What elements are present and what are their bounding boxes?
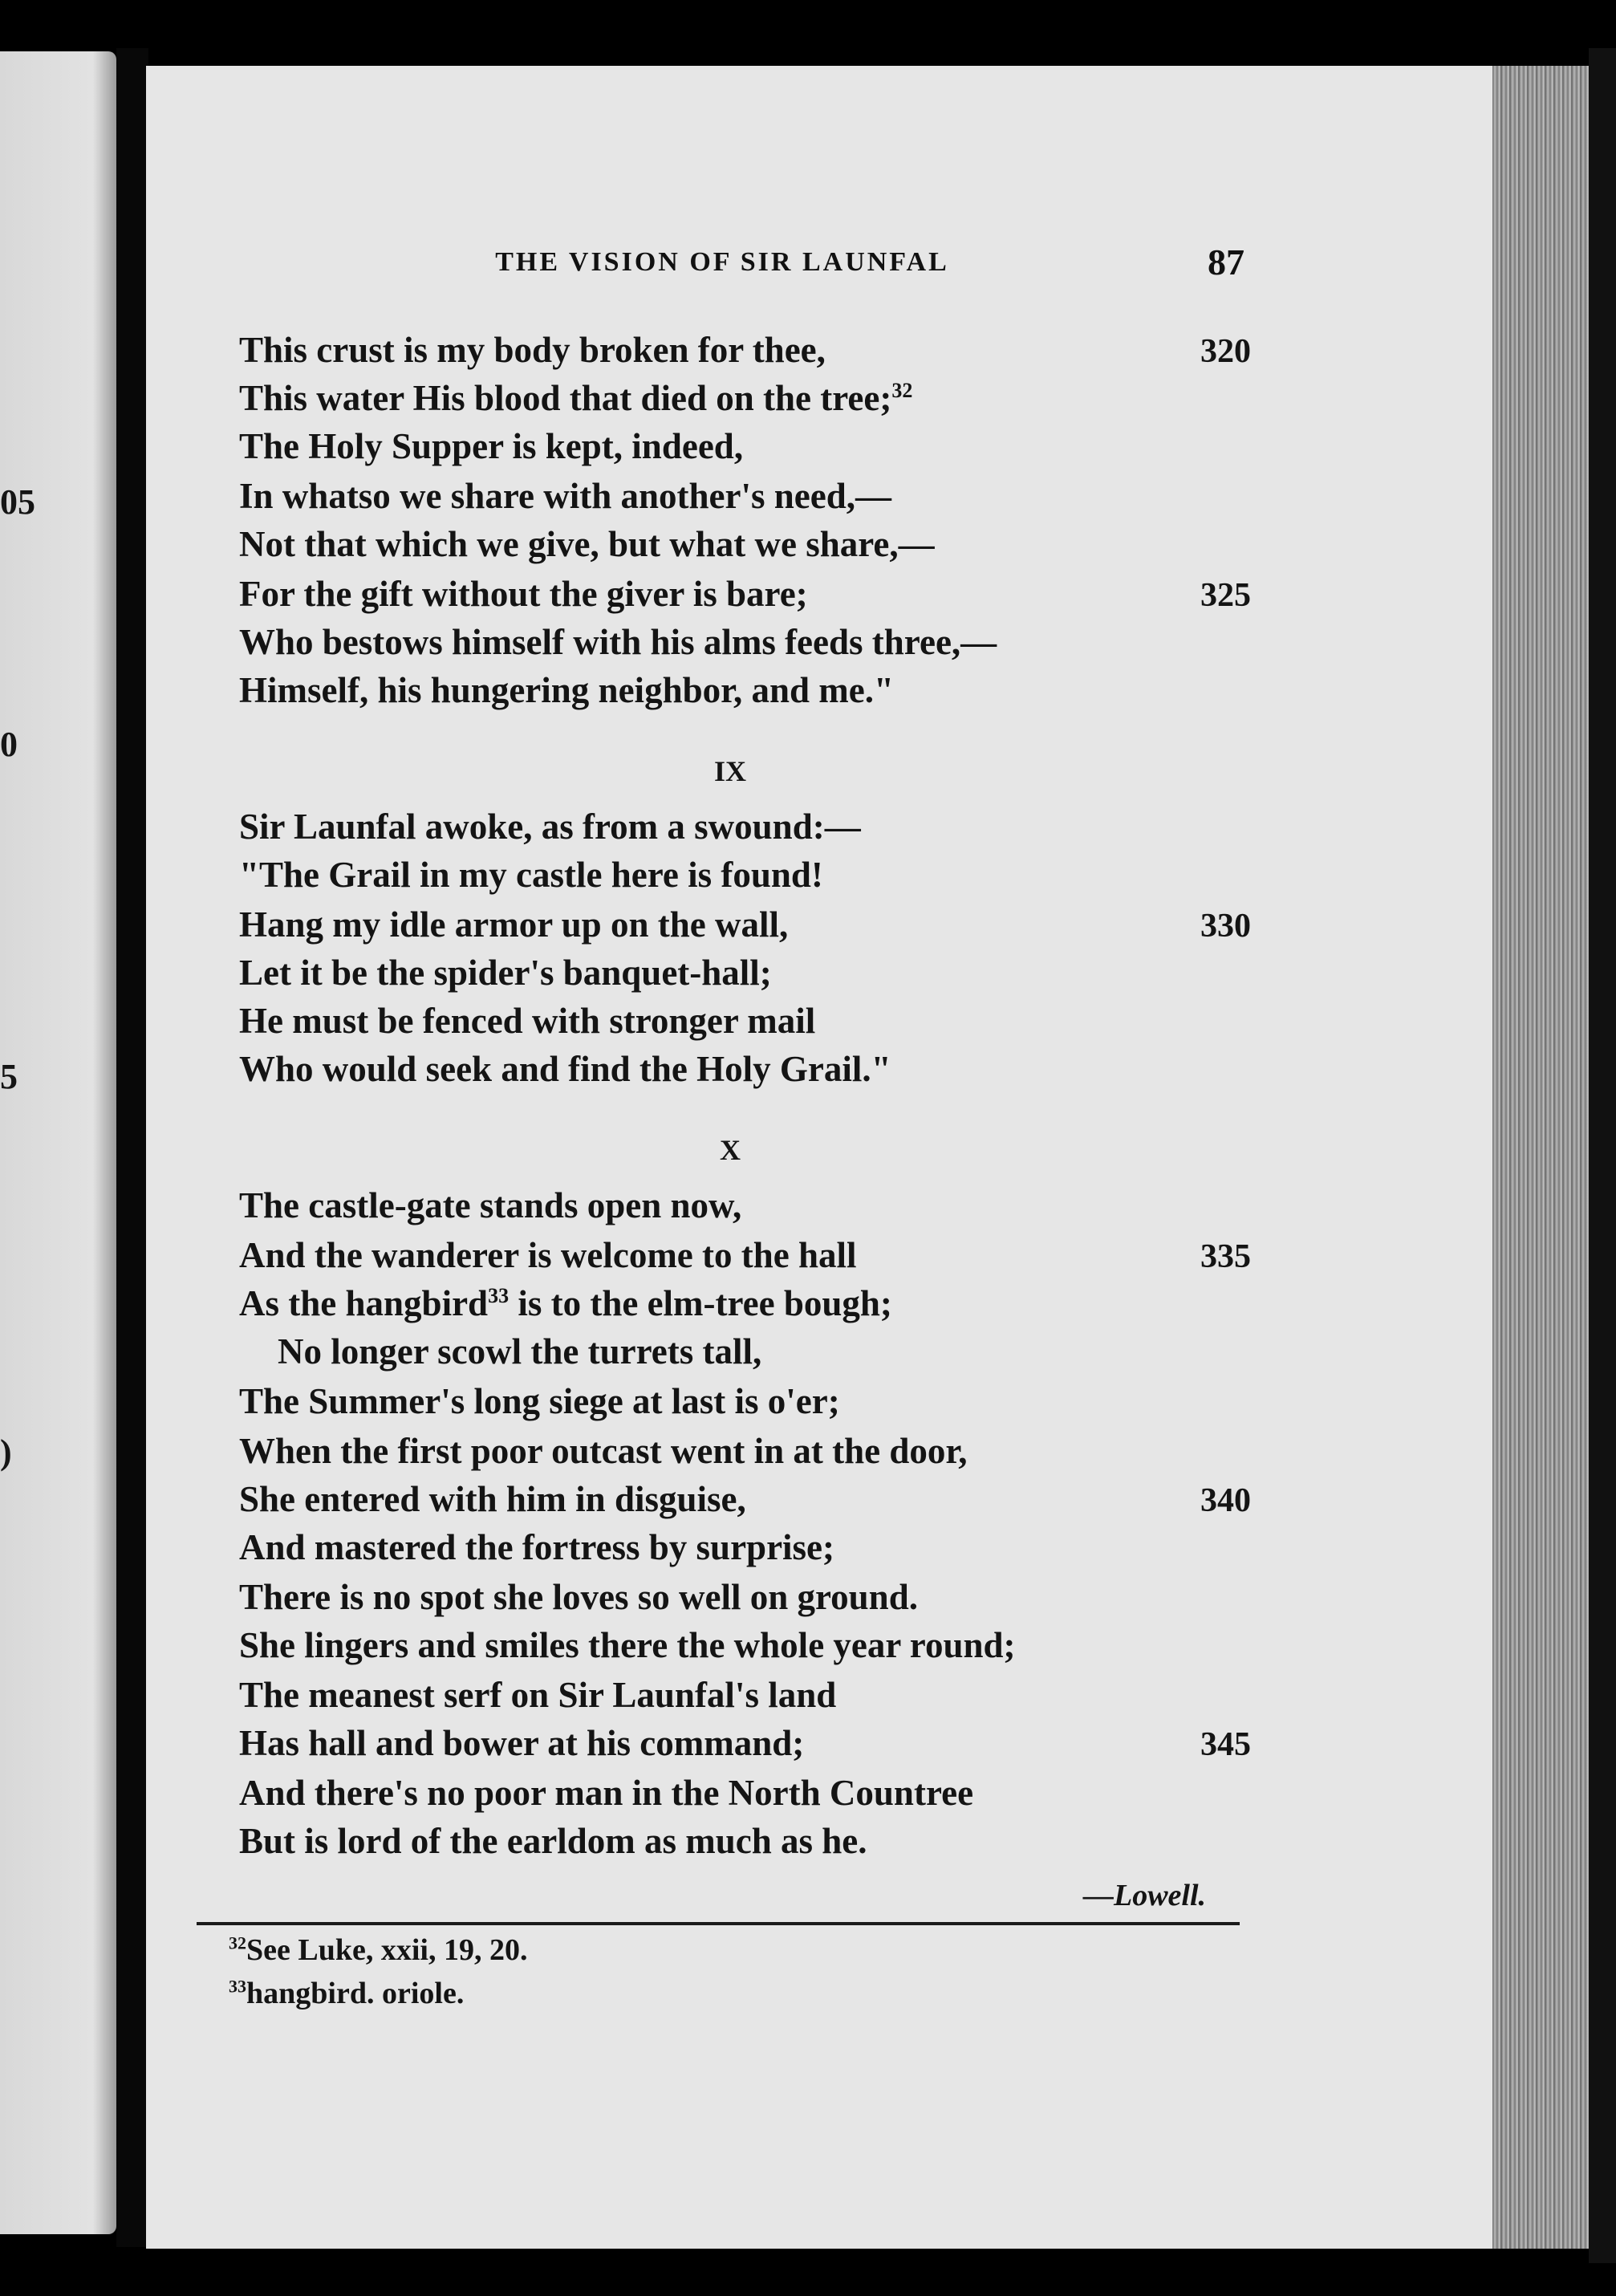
poem-line: The Holy Supper is kept, indeed, bbox=[239, 426, 744, 466]
line-number: 340 bbox=[1200, 1482, 1251, 1519]
poem-line: For the gift without the giver is bare; bbox=[239, 574, 808, 614]
poem-line: As the hangbird$^{33}$ is to the elm-tree bough; bbox=[239, 1283, 892, 1323]
poem-line: And the wanderer is welcome to the hall bbox=[239, 1235, 857, 1275]
line-number: 325 bbox=[1200, 577, 1251, 614]
footnote-marker: 32 bbox=[891, 379, 913, 402]
footnote-mark: 33 bbox=[229, 1976, 246, 1997]
line-number: 320 bbox=[1200, 333, 1251, 370]
poem-line: He must be fenced with stronger mail bbox=[239, 1001, 816, 1041]
book-spine bbox=[116, 48, 148, 2247]
left-page-number: 05 bbox=[0, 482, 35, 522]
poem-line: She lingers and smiles there the whole year round; bbox=[239, 1625, 1016, 1665]
poem-line: And there's no poor man in the North Countree bbox=[239, 1773, 974, 1813]
poem-line: The castle-gate stands open now, bbox=[239, 1185, 742, 1225]
footnote-term: hangbird. bbox=[246, 1977, 375, 2010]
footnote-rule bbox=[197, 1922, 1240, 1925]
poem-line: No longer scowl the turrets tall, bbox=[278, 1331, 762, 1372]
running-title: THE VISION OF SIR LAUNFAL bbox=[495, 247, 949, 277]
poem-line: This crust is my body broken for thee, bbox=[239, 330, 826, 370]
footnote-mark: 32 bbox=[229, 1932, 246, 1953]
footnote bbox=[229, 1976, 464, 2011]
poem-line: But is lord of the earldom as much as he. bbox=[239, 1821, 867, 1861]
footnote bbox=[229, 1932, 527, 1968]
poem-line: Not that which we give, but what we share,— bbox=[239, 524, 935, 564]
line-number: 345 bbox=[1200, 1726, 1251, 1763]
author-attribution: —Lowell. bbox=[1083, 1879, 1207, 1912]
left-page-edge bbox=[0, 51, 116, 2234]
poem-line: And mastered the fortress by surprise; bbox=[239, 1527, 835, 1567]
page-edges bbox=[1492, 66, 1589, 2249]
poem-line: Sir Launfal awoke, as from a swound:— bbox=[239, 807, 861, 847]
poem-line: "The Grail in my castle here is found! bbox=[239, 855, 823, 895]
footnote-text: oriole. bbox=[381, 1977, 465, 2010]
stanza-number: IX bbox=[713, 755, 746, 787]
left-page-number: 0 bbox=[0, 725, 18, 764]
poem-line: Who would seek and find the Holy Grail." bbox=[239, 1049, 891, 1089]
poem-line: This water His blood that died on the tree;$^{32}$ bbox=[239, 378, 913, 418]
poem-line: There is no spot she loves so well on ground. bbox=[239, 1577, 918, 1617]
poem-line: The meanest serf on Sir Launfal's land bbox=[239, 1675, 837, 1715]
page-number: 87 bbox=[1208, 242, 1244, 282]
scan-border bbox=[1589, 48, 1616, 2263]
line-number: 335 bbox=[1200, 1238, 1251, 1275]
left-page-number: ) bbox=[0, 1432, 12, 1472]
line-number: 330 bbox=[1200, 908, 1251, 945]
poem-line: Himself, his hungering neighbor, and me." bbox=[239, 670, 894, 710]
poem-line: She entered with him in disguise, bbox=[239, 1479, 746, 1519]
stanza-number: X bbox=[720, 1134, 741, 1166]
poem-line: The Summer's long siege at last is o'er; bbox=[239, 1381, 840, 1421]
poem-line: In whatso we share with another's need,— bbox=[239, 476, 891, 516]
footnote-marker: 33 bbox=[488, 1284, 510, 1307]
poem-line: Hang my idle armor up on the wall, bbox=[239, 904, 789, 945]
poem-line: Who bestows himself with his alms feeds three,— bbox=[239, 622, 997, 662]
poem-line: Has hall and bower at his command; bbox=[239, 1723, 805, 1763]
poem-line: Let it be the spider's banquet-hall; bbox=[239, 953, 772, 993]
poem-line: When the first poor outcast went in at the door, bbox=[239, 1431, 968, 1471]
footnote-text: See Luke, xxii, 19, 20. bbox=[246, 1933, 528, 1967]
left-page-number: 5 bbox=[0, 1057, 18, 1096]
